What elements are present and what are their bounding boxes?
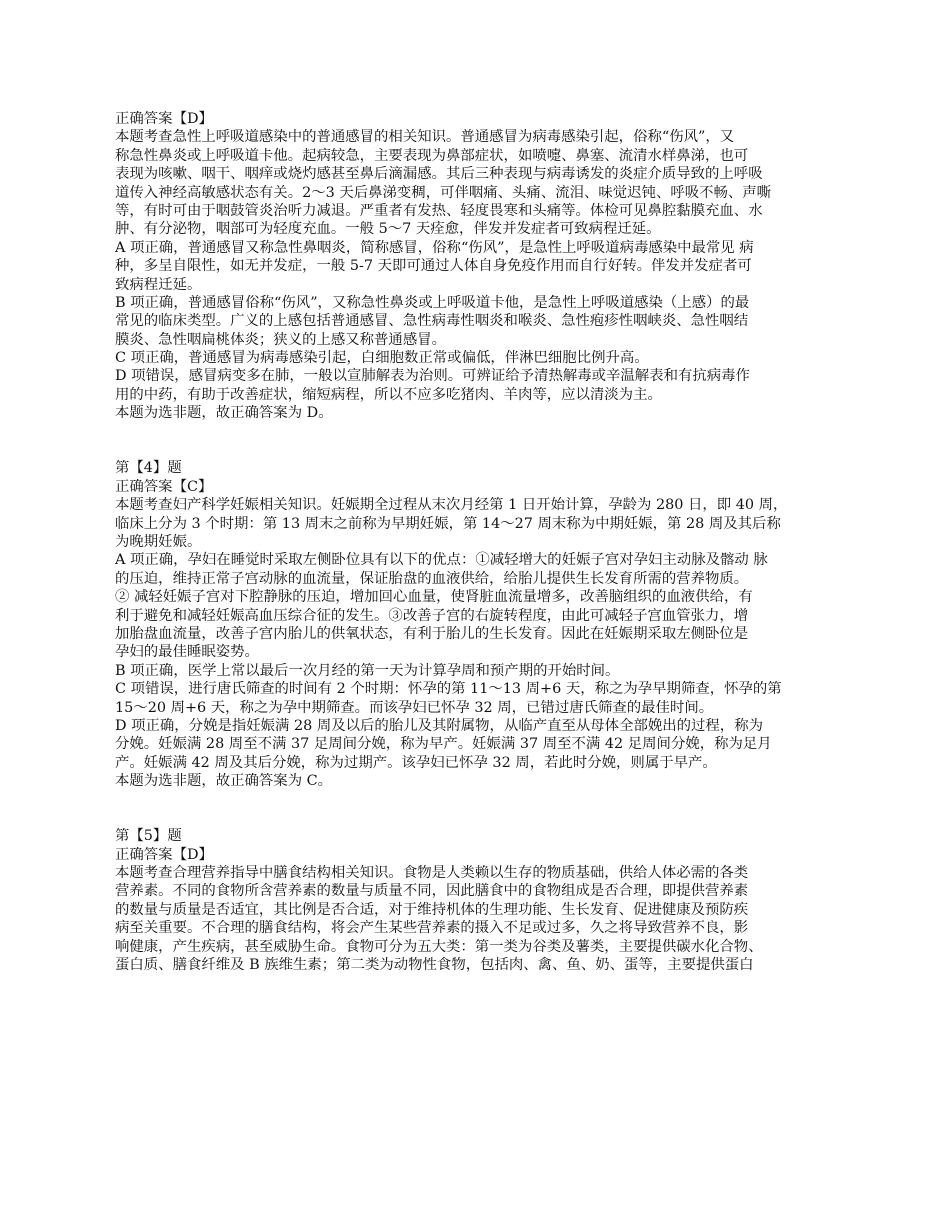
text-line: 为晚期妊娠。 bbox=[115, 533, 202, 550]
section-spacer bbox=[115, 441, 850, 459]
text-line: 道传入神经高敏感状态有关。2～3 天后鼻涕变稠，可伴咽痛、头痛、流泪、味觉迟钝、呼吸不畅、声嘶 bbox=[115, 184, 772, 201]
text-line: 利于避免和减轻妊娠高血压综合征的发生。③改善子宫的右旋转程度，由此可减轻子宫血管张力，增 bbox=[115, 607, 749, 624]
text-line: 产。妊娠满 42 周及其后分娩，称为过期产。该孕妇已怀孕 32 周，若此时分娩，则属于早产。 bbox=[115, 754, 717, 771]
text-line: 病至关重要。不合理的膳食结构，将会产生某些营养素的摄入不足或过多，久之将导致营养不良，影 bbox=[115, 920, 749, 937]
text-line: 营养素。不同的食物所含营养素的数量与质量不同，因此膳食中的食物组成是否合理，即提供营养素 bbox=[115, 883, 749, 900]
text-line: 本题为选非题，故正确答案为 C。 bbox=[115, 773, 333, 790]
text-line: 本题为选非题，故正确答案为 D。 bbox=[115, 405, 333, 422]
text-line: 孕妇的最佳睡眠姿势。 bbox=[115, 644, 259, 661]
text-line: 蛋白质、膳食纤维及 B 族维生素；第二类为动物性食物，包括肉、禽、鱼、奶、蛋等，主要提供蛋白 bbox=[115, 956, 754, 973]
answer-line: 正确答案【D】 bbox=[115, 111, 213, 127]
text-line: D 项错误，感冒病变多在肺，一般以宣肺解表为治则。可辨证给予清热解毒或辛温解表和有抗病毒作 bbox=[115, 368, 750, 385]
text-line: 膜炎、急性咽扁桃体炎；狭义的上感又称普通感冒。 bbox=[115, 331, 446, 348]
text-line: A 项正确，普通感冒又称急性鼻咽炎，简称感冒，俗称“伤风”，是急性上呼吸道病毒感染中最常见 病 bbox=[115, 239, 754, 256]
text-line: 加胎盘血流量，改善子宫内胎儿的供氧状态，有利于胎儿的生长发育。因此在妊娠期采取左侧卧位是 bbox=[115, 625, 749, 642]
text-line: B 项正确，医学上常以最后一次月经的第一天为计算孕周和预产期的开始时间。 bbox=[115, 662, 620, 679]
text-line: 临床上分为 3 个时期：第 13 周末之前称为早期妊娠，第 14～27 周末称为中期妊娠，第 28 周及其后称 bbox=[115, 515, 781, 532]
text-line: 肿、有分泌物，咽部可为轻度充血。一般 5～7 天痊愈，伴发并发症者可致病程迁延。 bbox=[115, 221, 661, 238]
text-line: B 项正确，普通感冒俗称“伤风”，又称急性鼻炎或上呼吸道卡他，是急性上呼吸道感染（上感）的最 bbox=[115, 294, 750, 311]
section-spacer bbox=[115, 423, 850, 441]
text-line: 15～20 周+6 天，称之为孕中期筛查。而该孕妇已怀孕 32 周，已错过唐氏筛查的最佳时间。 bbox=[115, 699, 714, 716]
answer-line: 正确答案【D】 bbox=[115, 846, 213, 863]
text-line: 本题考查合理营养指导中膳食结构相关知识。食物是人类赖以生存的物质基础，供给人体必需的各类 bbox=[115, 865, 749, 882]
document-body bbox=[115, 110, 850, 974]
text-line: 的数量与质量是否适宜，其比例是否合适，对于维持机体的生理功能、生长发育、促进健康及预防疾 bbox=[115, 901, 749, 918]
text-line: 分娩。妊娠满 28 周至不满 37 足周间分娩，称为早产。妊娠满 37 周至不满 42 足周间分娩，称为足月 bbox=[115, 736, 772, 753]
text-line: A 项正确，孕妇在睡觉时采取左侧卧位具有以下的优点：①减轻增大的妊娠子宫对孕妇主动脉及髂动 脉 bbox=[115, 552, 768, 569]
text-line: 用的中药，有助于改善症状，缩短病程，所以不应多吃猪肉、羊肉等，应以清淡为主。 bbox=[115, 386, 662, 403]
text-line: 称急性鼻炎或上呼吸道卡他。起病较急，主要表现为鼻部症状，如喷嚏、鼻塞、流清水样鼻涕，也可 bbox=[115, 147, 749, 164]
question-heading: 第【4】题 bbox=[115, 460, 182, 477]
text-line: 响健康，产生疾病，甚至威胁生命。食物可分为五大类：第一类为谷类及薯类，主要提供碳水化合物、 bbox=[115, 938, 763, 955]
text-line: 种，多呈自限性，如无并发症，一般 5-7 天即可通过人体自身免疫作用而自行好转。伴发并发症者可 bbox=[115, 258, 752, 275]
text-line: 等，有时可由于咽鼓管炎治听力减退。严重者有发热、轻度畏寒和头痛等。体检可见鼻腔黏膜充血、水 bbox=[115, 202, 763, 219]
answer-line: 正确答案【C】 bbox=[115, 478, 213, 495]
text-line: ② 减轻妊娠子宫对下腔静脉的压迫，增加回心血量，使肾脏血流量增多，改善脑组织的血液供给，有 bbox=[115, 589, 753, 606]
text-line: 致病程迁延。 bbox=[115, 276, 202, 293]
text-line: C 项正确，普通感冒为病毒感染引起，白细胞数正常或偏低，伴淋巴细胞比例升高。 bbox=[115, 350, 649, 367]
section-spacer bbox=[115, 809, 850, 827]
text-line: 本题考查急性上呼吸道感染中的普通感冒的相关知识。普通感冒为病毒感染引起，俗称“伤风”，又 bbox=[115, 129, 735, 146]
text-line: 表现为咳嗽、咽干、咽痒或烧灼感甚至鼻后滴漏感。其后三种表现与病毒诱发的炎症介质导致的上呼吸 bbox=[115, 166, 763, 183]
text-line: D 项正确，分娩是指妊娠满 28 周及以后的胎儿及其附属物，从临产直至从母体全部娩出的过程，称为 bbox=[115, 717, 763, 734]
text-line: 常见的临床类型。广义的上感包括普通感冒、急性病毒性咽炎和喉炎、急性疱疹性咽峡炎、急性咽结 bbox=[115, 313, 749, 330]
question-heading: 第【5】题 bbox=[115, 828, 182, 845]
section-spacer bbox=[115, 790, 850, 808]
text-line: 的压迫，维持正常子宫动脉的血流量，保证胎盘的血液供给，给胎儿提供生长发育所需的营养物质。 bbox=[115, 570, 749, 587]
text-line: 本题考查妇产科学妊娠相关知识。妊娠期全过程从末次月经第 1 日开始计算，孕龄为 280 日，即 40 周， bbox=[115, 497, 788, 514]
text-line: C 项错误，进行唐氏筛查的时间有 2 个时期：怀孕的第 11～13 周+6 天，称之为孕早期筛查，怀孕的第 bbox=[115, 681, 782, 698]
